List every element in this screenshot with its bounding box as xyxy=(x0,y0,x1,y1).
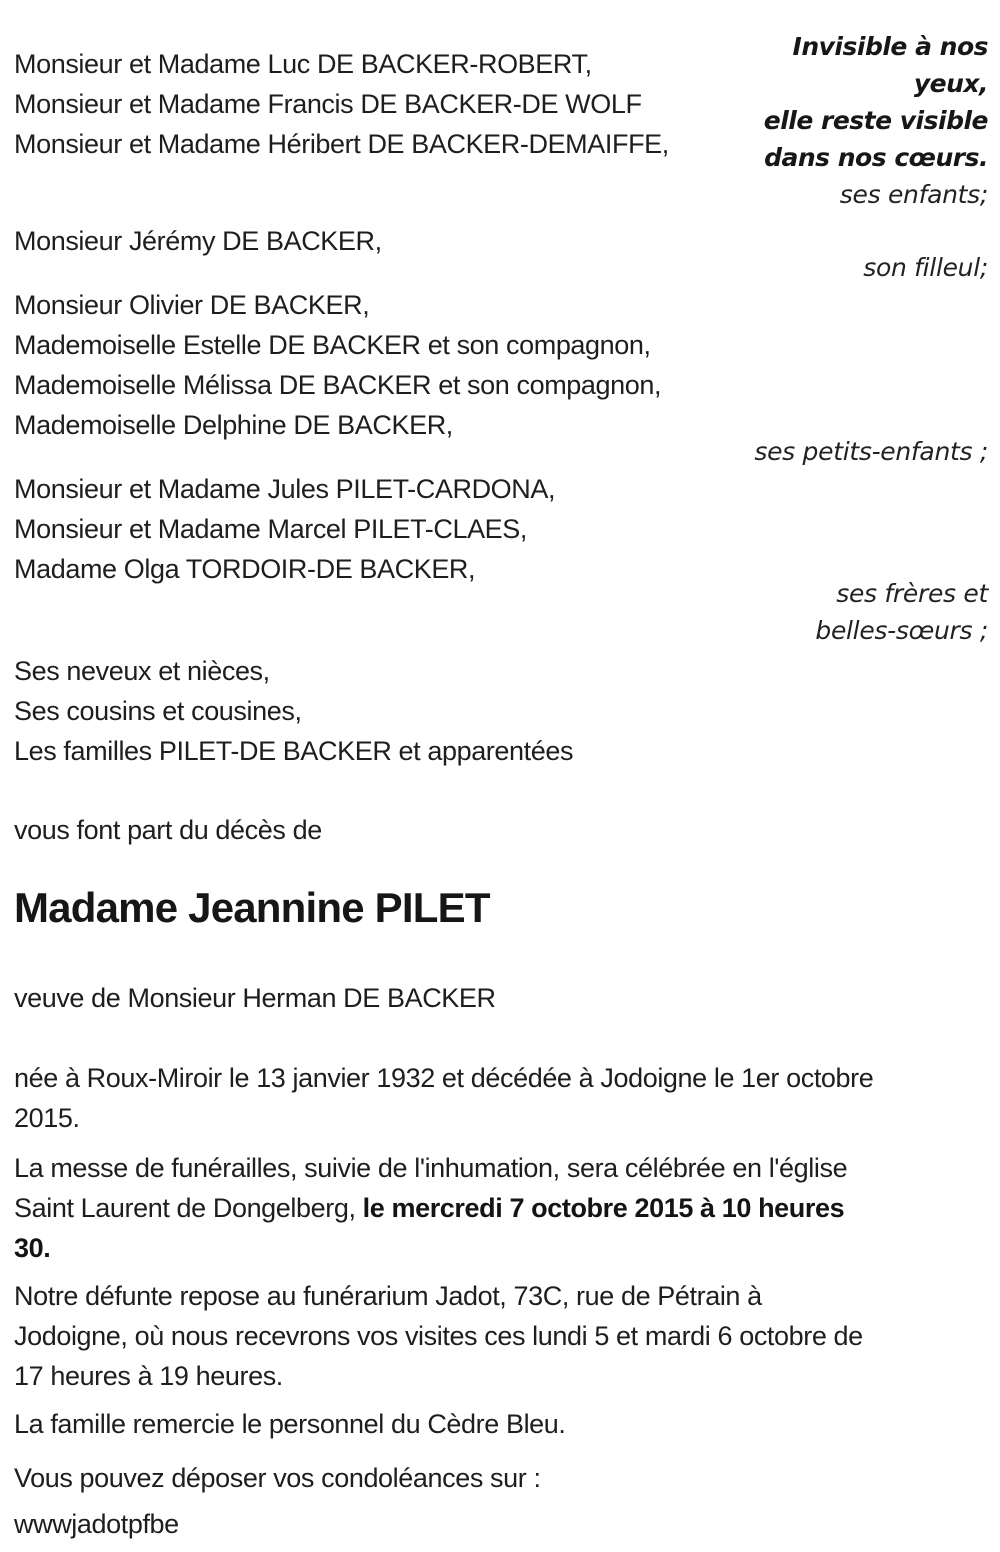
grandchild-name-line: Mademoiselle Mélissa DE BACKER et son compagnon, xyxy=(14,370,662,400)
funeral-line-normal-segment: Saint Laurent de Dongelberg, xyxy=(14,1193,363,1223)
relative-line: Ses cousins et cousines, xyxy=(14,696,302,726)
funeral-date-bold-segment: le mercredi 7 octobre 2015 à 10 heures xyxy=(362,1193,845,1223)
memorial-quote-line: Invisible à nos xyxy=(792,32,988,61)
children-names-list xyxy=(14,44,688,164)
funeral-line: La messe de funérailles, suivie de l'inhumation, sera célébrée en l'église xyxy=(14,1153,848,1183)
relation-label-godson: son filleul; xyxy=(863,253,988,282)
sibling-name-line: Monsieur et Madame Marcel PILET-CLAES, xyxy=(14,514,528,544)
memorial-quote-line: yeux, xyxy=(913,69,988,98)
sibling-name-line: Monsieur et Madame Jules PILET-CARDONA, xyxy=(14,474,556,504)
widow-of-line: veuve de Monsieur Herman DE BACKER xyxy=(14,983,496,1013)
relative-line: Ses neveux et nièces, xyxy=(14,656,270,686)
relatives-list xyxy=(14,651,988,771)
child-name-line: Monsieur et Madame Héribert DE BACKER-DEMAIFFE, xyxy=(14,129,669,159)
relation-label-siblings-line: ses frères et xyxy=(836,579,988,608)
deceased-name-heading: Madame Jeannine PILET xyxy=(14,884,490,931)
funeral-line xyxy=(14,1188,988,1228)
birth-death-paragraph xyxy=(14,1058,988,1138)
memorial-quote-line: elle reste visible xyxy=(763,106,988,135)
visitation-line: Jodoigne, où nous recevrons vos visites ces lundi 5 et mardi 6 octobre de xyxy=(14,1321,863,1351)
grandchild-name-line: Mademoiselle Delphine DE BACKER, xyxy=(14,410,453,440)
birth-death-line: née à Roux-Miroir le 13 janvier 1932 et décédée à Jodoigne le 1er octobre xyxy=(14,1063,874,1093)
relation-label-children: ses enfants; xyxy=(839,180,988,209)
condolences-line: Vous pouvez déposer vos condoléances sur : xyxy=(14,1463,541,1493)
grandchildren-names-list xyxy=(14,285,988,445)
relation-label-grandchildren: ses petits-enfants ; xyxy=(754,437,988,466)
grandchild-name-line: Monsieur Olivier DE BACKER, xyxy=(14,290,370,320)
top-section xyxy=(14,28,988,213)
child-name-line: Monsieur et Madame Luc DE BACKER-ROBERT, xyxy=(14,49,592,79)
visitation-line: Notre défunte repose au funérarium Jadot, 73C, rue de Pétrain à xyxy=(14,1281,762,1311)
memorial-quote-line: dans nos cœurs. xyxy=(764,143,988,172)
visitation-paragraph xyxy=(14,1276,988,1396)
birth-death-line: 2015. xyxy=(14,1103,80,1133)
announcement-intro: vous font part du décès de xyxy=(14,815,322,845)
relation-label-siblings-line: belles-sœurs ; xyxy=(815,616,988,645)
child-name-line: Monsieur et Madame Francis DE BACKER-DE WOLF xyxy=(14,89,642,119)
website-text: wwwjadotpfbe xyxy=(14,1509,179,1539)
thanks-line: La famille remercie le personnel du Cèdre Bleu. xyxy=(14,1409,566,1439)
relative-line: Les familles PILET-DE BACKER et apparentées xyxy=(14,736,574,766)
sibling-name-line: Madame Olga TORDOIR-DE BACKER, xyxy=(14,554,476,584)
funeral-paragraph xyxy=(14,1148,988,1268)
memorial-quote xyxy=(688,28,988,213)
grandchild-name-line: Mademoiselle Estelle DE BACKER et son compagnon, xyxy=(14,330,651,360)
godson-name-line: Monsieur Jérémy DE BACKER, xyxy=(14,226,382,256)
siblings-names-list xyxy=(14,469,988,589)
funeral-line-bold-end: 30. xyxy=(14,1233,51,1263)
visitation-line: 17 heures à 19 heures. xyxy=(14,1361,283,1391)
